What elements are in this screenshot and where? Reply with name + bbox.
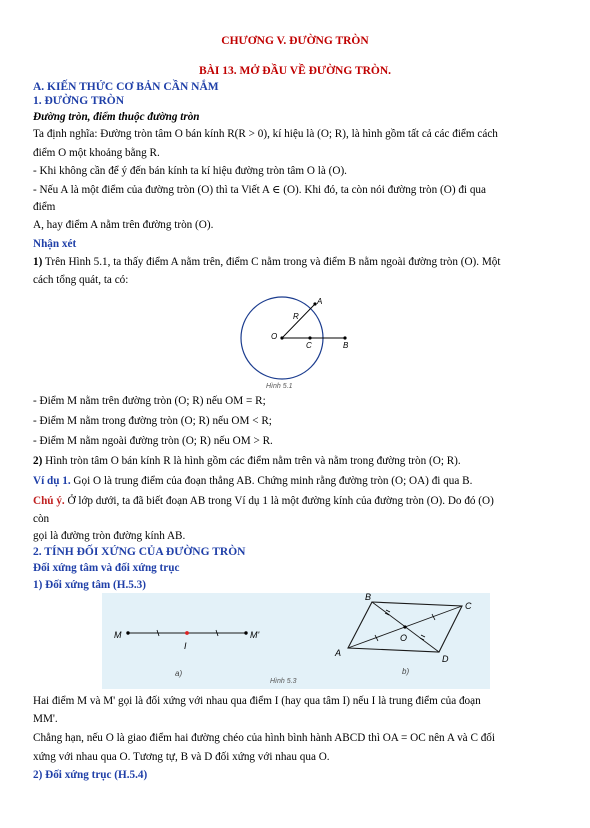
point-i [185,631,189,635]
position-line-1: - Điểm M nằm trên đường tròn (O; R) nếu OM = R; [33,395,266,407]
attention-line-3: gọi là đường tròn đường kính AB. [33,530,186,542]
attention-label: Chú ý. [33,495,65,507]
point-c [308,336,311,339]
remark-1-line-1 [33,255,501,269]
label-b: B [343,341,349,350]
subsection-1-subheading: Đường tròn, điểm thuộc đường tròn [33,111,200,123]
attention-line-1 [33,494,494,508]
example-1-label: Ví dụ 1. [33,475,71,487]
point-m [126,631,129,634]
label-o: O [271,332,278,341]
chapter-title: CHƯƠNG V. ĐƯỜNG TRÒN [221,35,369,47]
label-r: R [293,312,299,321]
example-1-text: Gọi O là trung điểm của đoạn thẳng AB. Chứng minh rằng đường tròn (O; OA) đi qua B. [70,475,473,487]
label-o-center: O [400,633,408,643]
label-c-vertex: C [465,601,472,611]
figure-5-1 [232,292,362,392]
remark-heading: Nhận xét [33,238,77,250]
symmetry-text-line-1: Hai điểm M và M' gọi là đối xứng với nhau qua điểm I (hay qua tâm I) nếu I là trung điểm của đoạn [33,695,481,707]
point-o [280,336,283,339]
label-b-vertex: B [365,593,372,602]
central-symmetry-heading: 1) Đối xứng tâm (H.5.3) [33,579,146,591]
figure-5-3-caption: Hình 5.3 [270,678,297,685]
parallelogram-text-line-1: Chẳng hạn, nếu O là giao điểm hai đường chéo của hình bình hành ABCD thì OA = OC nên A và C đối [33,732,496,744]
point-o-center [403,625,406,628]
figure-5-3-background [102,593,490,689]
remark-2-line [33,454,461,468]
point-m-prime [244,631,247,634]
attention-text: Ở lớp dưới, ta đã biết đoạn AB trong Ví dụ 1 là một đường kính của đường tròn (O). Do đó (O) [64,495,494,507]
radius-oa [282,304,315,338]
axial-symmetry-heading: 2) Đối xứng trục (H.5.4) [33,769,148,781]
label-part-a: a) [175,669,183,678]
figure-5-3 [102,593,490,689]
lesson-title: BÀI 13. MỞ ĐẦU VỀ ĐƯỜNG TRÒN. [198,65,392,77]
remark-1-line-2: cách tổng quát, ta có: [33,274,129,286]
definition-line-2: điểm O một khoảng bằng R. [33,147,160,159]
label-d-vertex: D [442,654,449,664]
parallelogram-text-line-2: xứng với nhau qua O. Tương tự, B và D đối xứng với nhau qua O. [33,751,330,763]
position-line-3: - Điểm M nằm ngoài đường tròn (O; R) nếu OM > R. [33,435,273,447]
figure-5-1-caption: Hình 5.1 [266,383,293,390]
note-line-4: A, hay điểm A nằm trên đường tròn (O). [33,219,214,231]
note-line-1: - Khi không cần để ý đến bán kính ta kí hiệu đường tròn tâm O là (O). [33,165,347,177]
label-a-vertex: A [335,648,342,658]
label-part-b: b) [402,667,410,676]
section-a-heading: A. KIẾN THỨC CƠ BẢN CẦN NẮM [33,81,219,93]
note-line-2: - Nếu A là một điểm của đường tròn (O) thì ta Viết A ∈ (O). Khi đó, ta còn nói đường tròn (O) đi qua [33,184,486,196]
remark-2-number: 2) [33,455,43,467]
label-m-prime: M' [250,630,260,640]
remark-2-text: Hình tròn tâm O bán kính R là hình gồm các điểm nằm trên và nằm trong đường tròn (O; R). [42,455,461,467]
label-m: M [114,630,122,640]
note-line-3: điểm [33,201,56,213]
subsection-2-heading: 2. TÍNH ĐỐI XỨNG CỦA ĐƯỜNG TRÒN [33,546,246,558]
subsection-1-heading: 1. ĐƯỜNG TRÒN [33,95,125,107]
label-a: A [317,297,323,306]
symmetry-text-line-2: MM'. [33,713,58,725]
position-line-2: - Điểm M nằm trong đường tròn (O; R) nếu OM < R; [33,415,272,427]
subsection-2-subheading: Đối xứng tâm và đối xứng trục [33,562,180,574]
definition-line-1: Ta định nghĩa: Đường tròn tâm O bán kính R(R > 0), kí hiệu là (O; R), là hình gồm tất cả các điểm cách [33,128,498,140]
attention-line-2: còn [33,513,50,525]
label-i: I [184,641,187,651]
point-b [343,336,346,339]
label-c: C [306,341,312,350]
remark-1-number: 1) [33,256,43,268]
remark-1-text: Trên Hình 5.1, ta thấy điểm A nằm trên, điểm C nằm trong và điểm B nằm ngoài đường tròn (O). Một [42,256,501,268]
example-1-line [33,474,472,488]
